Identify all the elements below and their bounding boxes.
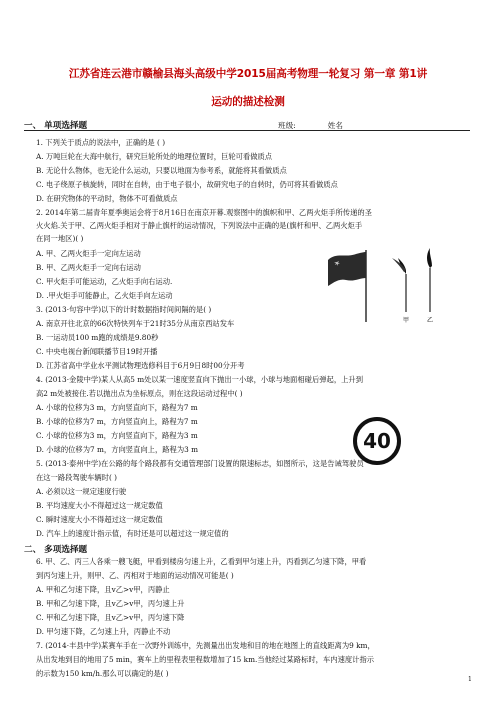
q2-option-a: A. 甲、乙两火炬手一定向左运动: [36, 249, 141, 258]
q3-option-a: A. 南京开往北京的66次特快列车于21时35分从南京西站发车: [36, 319, 235, 328]
q1-option-c: C. 电子绕原子核旋转，同时在自转，由于电子很小，故研究电子的自转时，仍可将其看做质点: [36, 180, 338, 189]
name-label: 姓名: [327, 121, 343, 130]
q1-option-a: A. 万吨巨轮在大海中航行，研究巨轮所处的地理位置时，巨轮可看做质点: [36, 152, 273, 161]
speed-limit-value: 40: [363, 429, 391, 453]
question-2-cont: 火火焰.关于甲、乙两火炬手相对于静止旗杆的运动情况，下列说法中正确的是(旗杆和甲、乙两火炬手: [36, 221, 363, 230]
q4-option-d: D. 小球的位移为7 m，方向竖直向上，路程为3 m: [36, 445, 199, 454]
q6-option-d: D. 甲匀速下降，乙匀速上升，丙静止不动: [36, 627, 171, 636]
question-6-cont: 到丙匀速上升，则甲、乙、丙相对于地面的运动情况可能是( ): [36, 571, 234, 580]
question-6: 6. 甲、乙、丙三人各乘一艘飞艇，甲看到楼房匀速上升，乙看到甲匀速上升，丙看到乙匀速下降，甲看: [36, 557, 367, 566]
q4-option-b: B. 小球的位移为7 m，方向竖直向上，路程为7 m: [36, 417, 198, 426]
question-4: 4. (2013·金陵中学)某人从高5 m处以某一速度竖直向下抛出一小球，小球与地面相碰后弹起，上升到: [36, 375, 364, 384]
q5-option-c: C. 瞬时速度大小不得超过这一规定数值: [36, 515, 163, 524]
q5-option-b: B. 平均速度大小不得超过这一规定数值: [36, 501, 163, 510]
q5-option-a: A. 必须以这一规定速度行驶: [36, 487, 127, 496]
speed-limit-sign: [352, 416, 402, 466]
q4-option-c: C. 小球的位移为3 m，方向竖直向下，路程为3 m: [36, 431, 198, 440]
q6-option-b: B. 甲和乙匀速下降，且v乙>v甲，丙匀速上升: [36, 599, 185, 608]
figure-label-yi: 乙: [427, 317, 434, 324]
q2-option-d: D. .甲火炬手可能静止，乙火炬手向左运动: [36, 291, 173, 300]
q3-option-b: B. 一运动员100 m跑的成绩是9.80秒: [36, 333, 159, 342]
question-4-cont: 高2 m处被接住.若以抛出点为坐标原点，则在这段运动过程中( ): [36, 389, 243, 398]
question-2-cont2: 在同一地区)( ): [36, 234, 84, 243]
q1-option-d: D. 在研究物体的平动时，物体不可看做质点: [36, 194, 178, 203]
question-7: 7. (2014·丰县中学)某赛车手在一次野外训练中，先测量出出发地和目的地在地图上的直线距离为9 km，: [36, 641, 375, 650]
q2-option-b: B. 甲、乙两火炬手一定向右运动: [36, 263, 141, 272]
q6-option-c: C. 甲和乙匀速下降，且v乙>v甲，丙匀速下降: [36, 613, 185, 622]
document-title-line1: 江苏省连云港市赣榆县海头高级中学2015届高考物理一轮复习 第一章 第1讲: [68, 68, 428, 80]
flag-torch-figure: [326, 244, 452, 324]
q6-option-a: A. 甲和乙匀速下降，且v乙>v甲，丙静止: [36, 585, 170, 594]
question-5-cont: 在这一路段驾驶车辆时( ): [36, 473, 117, 482]
q2-option-c: C. 甲火炬手可能运动，乙火炬手向右运动.: [36, 277, 173, 286]
question-5: 5. (2013·泰州中学)在公路的每个路段都有交通管理部门设置的限速标志，如图所示，这是告诫驾驶员: [36, 459, 364, 468]
question-2: 2. 2014年第二届青年夏季奥运会将于8月16日在南京开幕.观察图中的旗帜和甲、乙两火炬手所传递的圣: [36, 208, 372, 217]
document-title-line2: 运动的描述检测: [211, 96, 285, 108]
question-7-cont: 从出发地到目的地用了5 min，赛车上的里程表里程数增加了15 km.当他经过某路标时，车内速度计指示: [36, 655, 375, 664]
figure-label-jia: 甲: [403, 317, 410, 324]
section-heading-multi-choice: 二、 多项选择题: [24, 545, 88, 555]
class-label: 班级:: [278, 121, 296, 130]
question-7-cont2: 的示数为150 km/h.那么可以确定的是( ): [36, 669, 169, 678]
q3-option-c: C. 中央电视台新闻联播节目19时开播: [36, 347, 158, 356]
q5-option-d: D. 汽车上的速度计指示值，有时还是可以超过这一规定值的: [36, 529, 229, 538]
q1-option-b: B. 无论什么物体，也无论什么运动，只要以地面为参考系，就能将其看做质点: [36, 166, 287, 175]
q3-option-d: D. 江苏省高中学业水平测试物理选修科目于6月9日8时00分开考: [36, 361, 245, 370]
section-heading-single-choice: 一、 单项选择题: [24, 121, 88, 131]
page-number: 1: [468, 676, 472, 683]
q4-option-a: A. 小球的位移为3 m，方向竖直向下，路程为7 m: [36, 403, 198, 412]
question-1: 1. 下列关于质点的说法中，正确的是 ( ): [36, 138, 166, 147]
header-divider: [24, 130, 470, 131]
question-3: 3. (2013·句容中学)以下的计时数据指时间间隔的是( ): [36, 305, 212, 314]
